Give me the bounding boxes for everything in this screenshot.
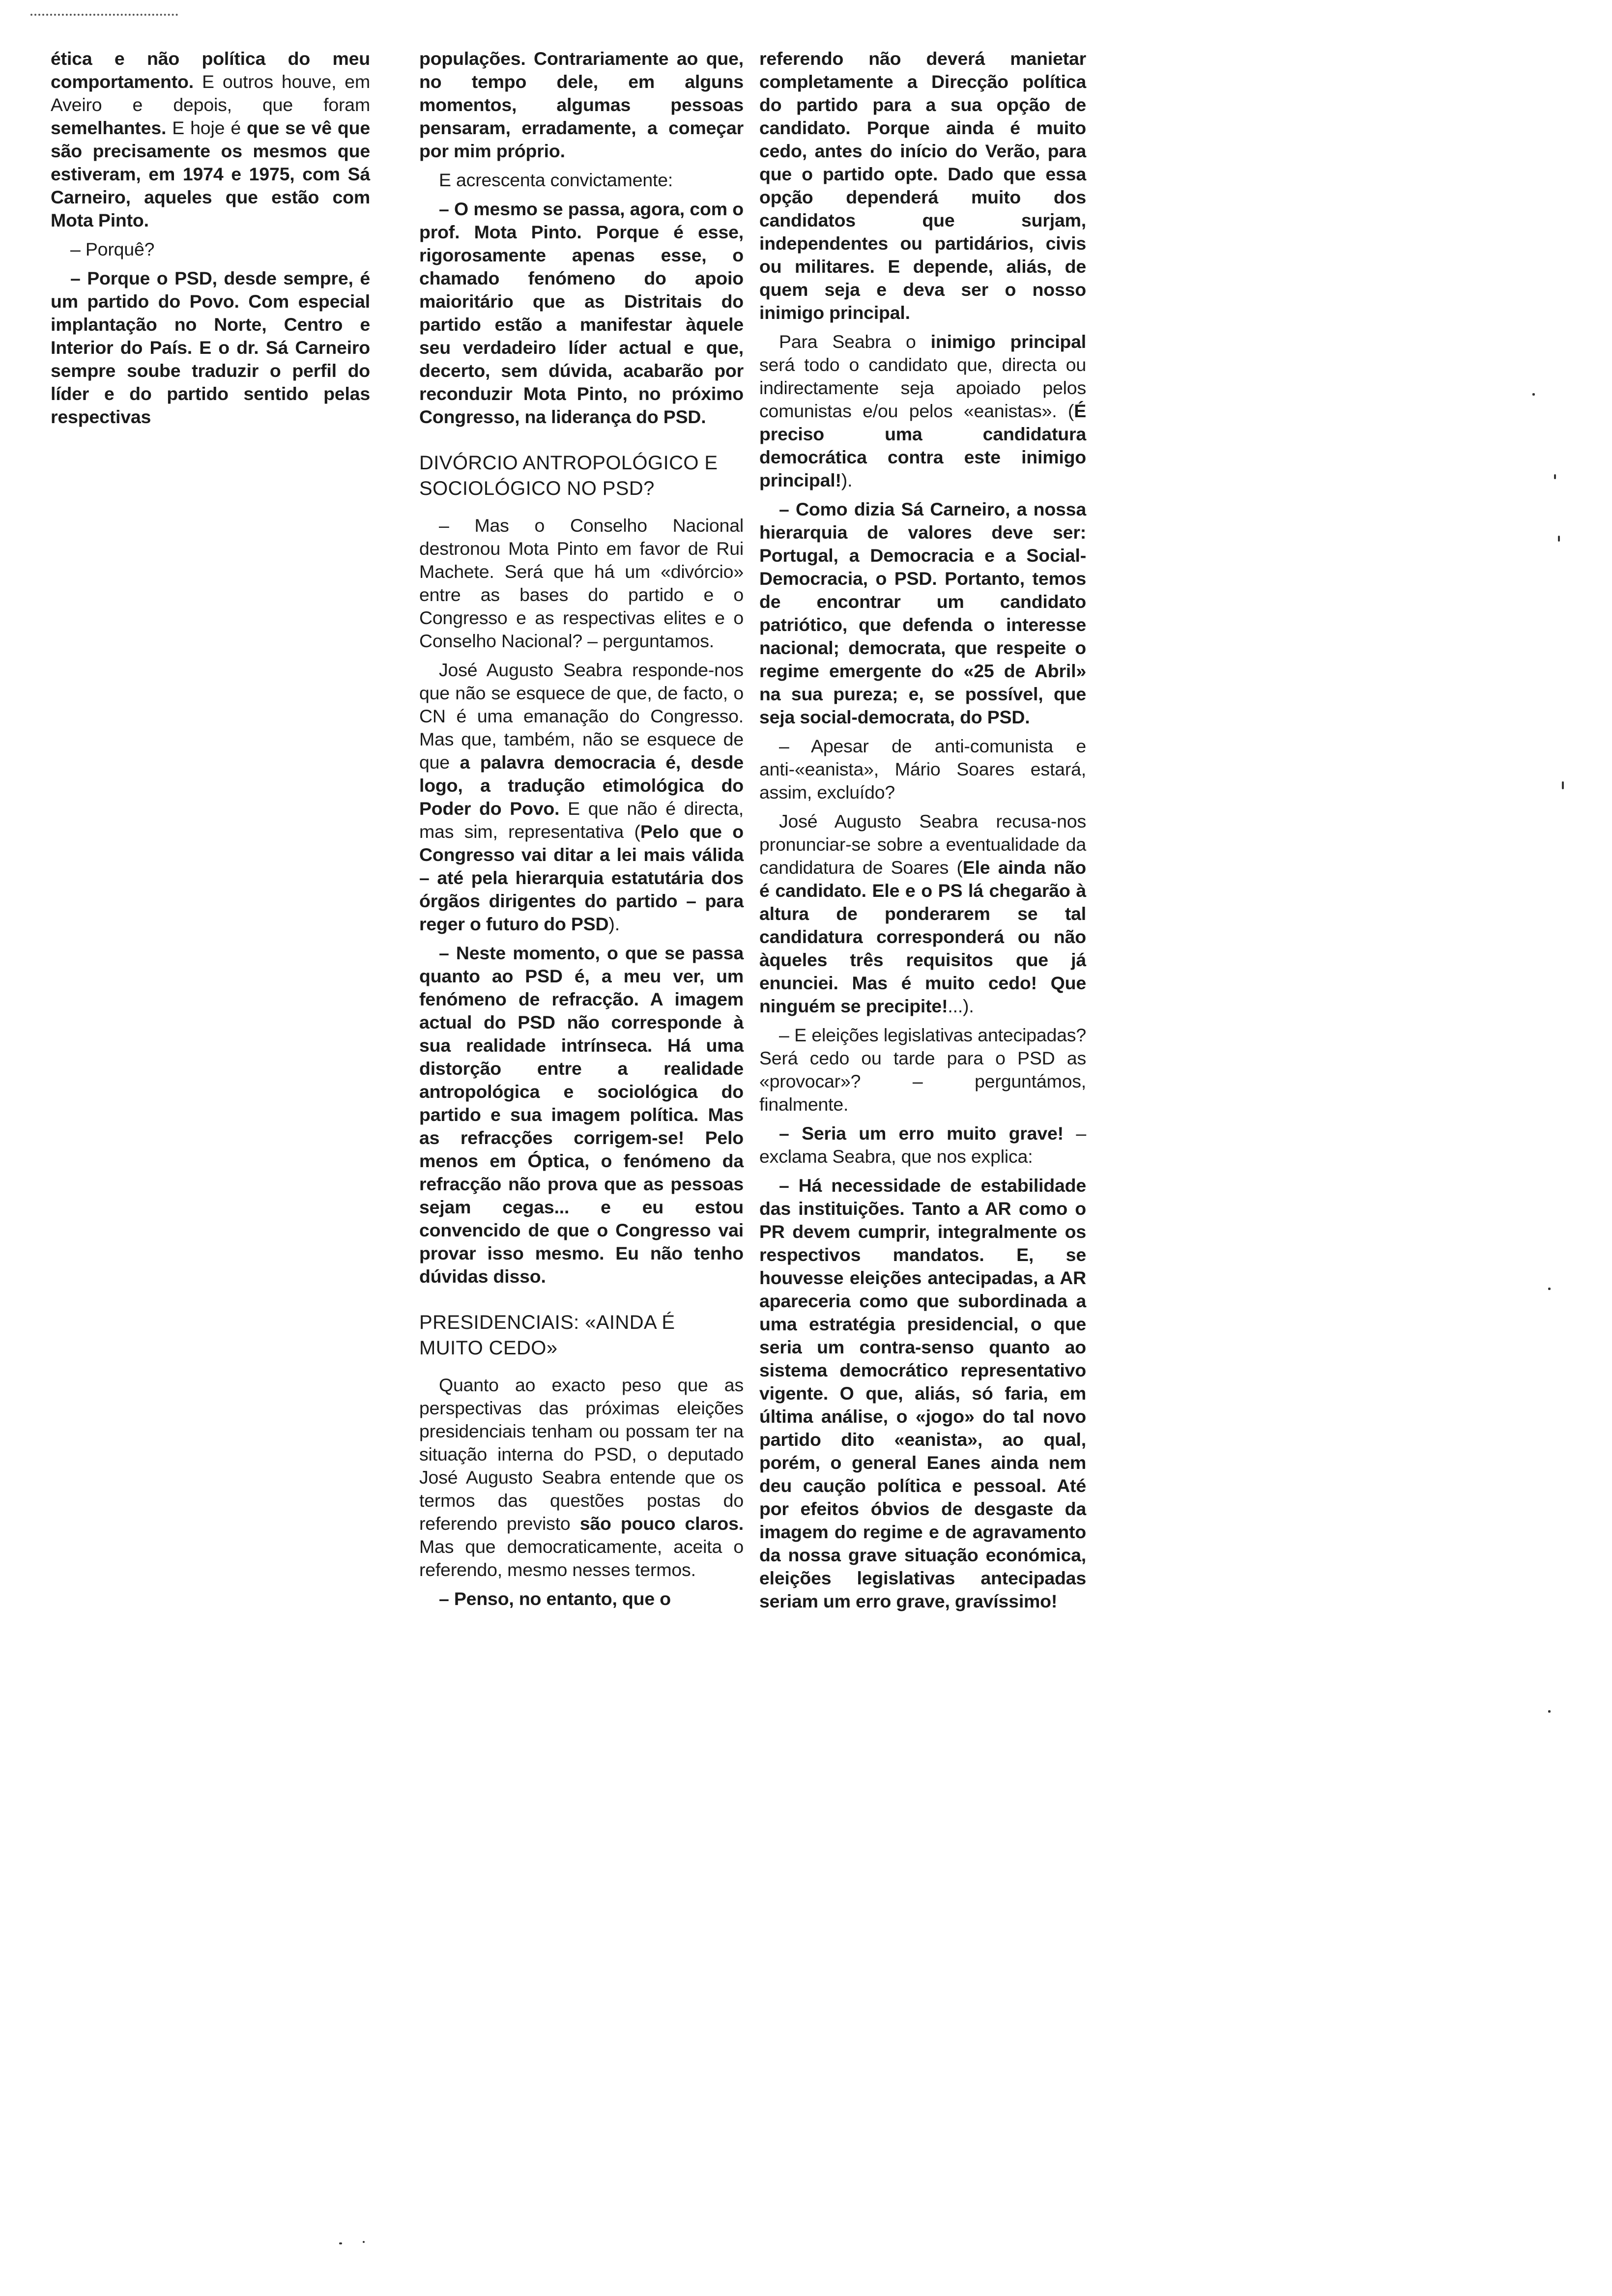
- bold-text: – Penso, no entanto, que o: [439, 1588, 671, 1609]
- paragraph: [419, 659, 744, 936]
- bold-text: semelhantes.: [51, 117, 167, 138]
- paragraph: [759, 1174, 1086, 1613]
- paragraph: [759, 1122, 1086, 1168]
- paragraph: [51, 267, 370, 429]
- section-heading: [419, 1310, 744, 1361]
- column-1: [51, 47, 370, 434]
- text-run: – Apesar de anti-comunista e anti-«eanista», Mário Soares estará, assim, excluído?: [759, 736, 1086, 803]
- paragraph: [759, 810, 1086, 1018]
- text-run: será todo o candidato que, directa ou indirectamente seja apoiado pelos comunistas e/ou pelos «eanistas». (: [759, 354, 1086, 421]
- section-heading: [419, 450, 744, 501]
- paragraph: [51, 47, 370, 232]
- bold-text: – Neste momento, o que se passa quanto ao PSD é, a meu ver, um fenómeno de refracção. A imagem actual do PSD não corresponde à sua realidade intrínseca. Há uma distorção entre a realidade antropológica e sociológica do partido e sua imagem política. Mas as refracções corrigem-se! Pelo menos em Óptica, o fenómeno da refracção não prova que as pessoas sejam cegas... e eu estou convencido de que o Congresso vai provar isso mesmo. Eu não tenho dúvidas disso.: [419, 943, 744, 1287]
- bold-text: que se vê que são precisamente os mesmos que estiveram, em 1974 e 1975, com Sá Carneiro, aqueles que estão com Mota Pinto.: [51, 117, 370, 230]
- paragraph: [419, 1374, 744, 1581]
- text-run: E acrescenta convictamente:: [439, 170, 673, 190]
- text-run: Quanto ao exacto peso que as perspectivas das próximas eleições presidenciais tenham ou possam ter na situação interna do PSD, o deputado José Augusto Seabra entende que os termos das questões postas do referendo previsto: [419, 1375, 744, 1534]
- paragraph: [759, 735, 1086, 804]
- scan-speck: [1548, 1710, 1551, 1713]
- paragraph: [419, 942, 744, 1288]
- paragraph: [419, 169, 744, 192]
- paragraph: [759, 498, 1086, 729]
- text-run: ...).: [948, 996, 974, 1016]
- text-run: Mas que democraticamente, aceita o referendo, mesmo nesses termos.: [419, 1536, 744, 1580]
- bold-text: – O mesmo se passa, agora, com o prof. Mota Pinto. Porque é esse, rigorosamente apenas esse, o chamado fenómeno do apoio maioritário que as Distritais do partido estão a manifestar àquele seu verdadeiro líder actual e que, decerto, sem dúvida, acabarão por reconduzir Mota Pinto, no próximo Congresso, na liderança do PSD.: [419, 199, 744, 427]
- bold-text: – Há necessidade de estabilidade das instituições. Tanto a AR como o PR devem cumprir, integralmente os respectivos mandatos. E, se houvesse eleições antecipadas, a AR apareceria como que subordinada a uma estratégia presidencial, o que seria um contra-senso quanto ao sistema democrático representativo vigente. O que, aliás, só faria, em última análise, o «jogo» do tal novo partido dito «eanista», ao qual, porém, o general Eanes ainda nem deu caução política e pessoal. Até por efeitos óbvios de desgaste da imagem do regime e de agravamento da nossa grave situação económica, eleições legislativas antecipadas seriam um erro grave, gravíssimo!: [759, 1175, 1086, 1611]
- text-run: E hoje é: [166, 117, 247, 138]
- paragraph: [419, 47, 744, 163]
- text-run: E outros houve, em Aveiro e depois, que foram: [51, 71, 370, 115]
- text-run: – E eleições legislativas antecipadas? Será cedo ou tarde para o PSD as «provocar»? – perguntámos, finalmente.: [759, 1025, 1086, 1115]
- text-run: PRESIDENCIAIS: «AINDA É MUITO CEDO»: [419, 1312, 675, 1359]
- text-run: ).: [841, 470, 853, 490]
- paragraph: [759, 330, 1086, 492]
- bold-text: ética e não política do meu comportamento.: [51, 48, 370, 92]
- text-run: Para Seabra o: [779, 331, 931, 352]
- top-dotted-rule: [30, 14, 178, 16]
- paragraph: [419, 198, 744, 429]
- bold-text: a palavra democracia é, desde logo, a tradução etimológica do Poder do Povo.: [419, 752, 744, 819]
- column-3: [759, 47, 1086, 1619]
- bold-text: são pouco claros.: [579, 1513, 744, 1534]
- bold-text: referendo não deverá manietar completamente a Direcção política do partido para a sua opção de candidato. Porque ainda é muito cedo, antes do início do Verão, para que o partido opte. Dado que essa opção dependerá muito dos candidatos que surjam, independentes ou partidários, civis ou militares. E depende, aliás, de quem seja e deva ser o nosso inimigo principal.: [759, 48, 1086, 323]
- bold-text: – Seria um erro muito grave!: [779, 1123, 1064, 1144]
- bold-text: Ele ainda não é candidato. Ele e o PS lá chegarão à altura de ponderarem se tal candidatura corresponderá ou não àqueles três requisitos que já enunciei. Mas é muito cedo! Que ninguém se precipite!: [759, 857, 1086, 1016]
- bold-text: – Como dizia Sá Carneiro, a nossa hierarquia de valores deve ser: Portugal, a Democracia e a Social-Democracia, o PSD. Portanto, temos de encontrar um candidato patriótico, que defenda o interesse nacional; democrata, que respeite o regime emergente do «25 de Abril» na sua pureza; e, se possível, que seja social-democrata, do PSD.: [759, 499, 1086, 727]
- text-run: ).: [608, 914, 620, 934]
- paragraph: [759, 1024, 1086, 1116]
- bold-text: inimigo principal: [930, 331, 1086, 352]
- scan-speck: [1532, 393, 1535, 396]
- scan-speck: [363, 2241, 365, 2243]
- text-run: José Augusto Seabra recusa-nos pronunciar-se sobre a eventualidade da candidatura de Soares (: [759, 811, 1086, 878]
- paragraph: [419, 1587, 744, 1610]
- text-run: – Mas o Conselho Nacional destronou Mota Pinto em favor de Rui Machete. Será que há um «divórcio» entre as bases do partido e o Congresso e as respectivas elites e o Conselho Nacional? – perguntamos.: [419, 515, 744, 651]
- scan-speck: [1548, 1288, 1551, 1290]
- bold-text: populações. Contrariamente ao que, no tempo dele, em alguns momentos, algumas pessoas pensaram, erradamente, a começar por mim próprio.: [419, 48, 744, 161]
- scan-speck: [1558, 536, 1560, 542]
- text-run: DIVÓRCIO ANTROPOLÓGICO E SOCIOLÓGICO NO PSD?: [419, 452, 718, 499]
- text-run: – Porquê?: [70, 239, 155, 259]
- scan-speck: [339, 2242, 342, 2244]
- paragraph: [419, 514, 744, 653]
- bold-text: – Porque o PSD, desde sempre, é um partido do Povo. Com especial implantação no Norte, Centro e Interior do País. E o dr. Sá Carneiro sempre soube traduzir o perfil do líder e do partido sentido pelas respectivas: [51, 268, 370, 427]
- bold-text: Pelo que o Congresso vai ditar a lei mais válida – até pela hierarquia estatutária dos órgãos dirigentes do partido – para reger o futuro do PSD: [419, 821, 744, 934]
- column-2: [419, 47, 744, 1616]
- paragraph: [759, 47, 1086, 324]
- scan-speck: [1554, 474, 1556, 479]
- text-run: – exclama Seabra, que nos explica:: [759, 1123, 1086, 1167]
- text-run: José Augusto Seabra responde-nos que não se esquece de que, de facto, o CN é uma emanação do Congresso. Mas que, também, não se esquece de que: [419, 660, 744, 773]
- text-run: E que não é directa, mas sim, representativa (: [419, 798, 744, 842]
- scan-speck: [1562, 781, 1564, 789]
- bold-text: É preciso uma candidatura democrática contra este inimigo principal!: [759, 401, 1086, 490]
- paragraph: [51, 238, 370, 261]
